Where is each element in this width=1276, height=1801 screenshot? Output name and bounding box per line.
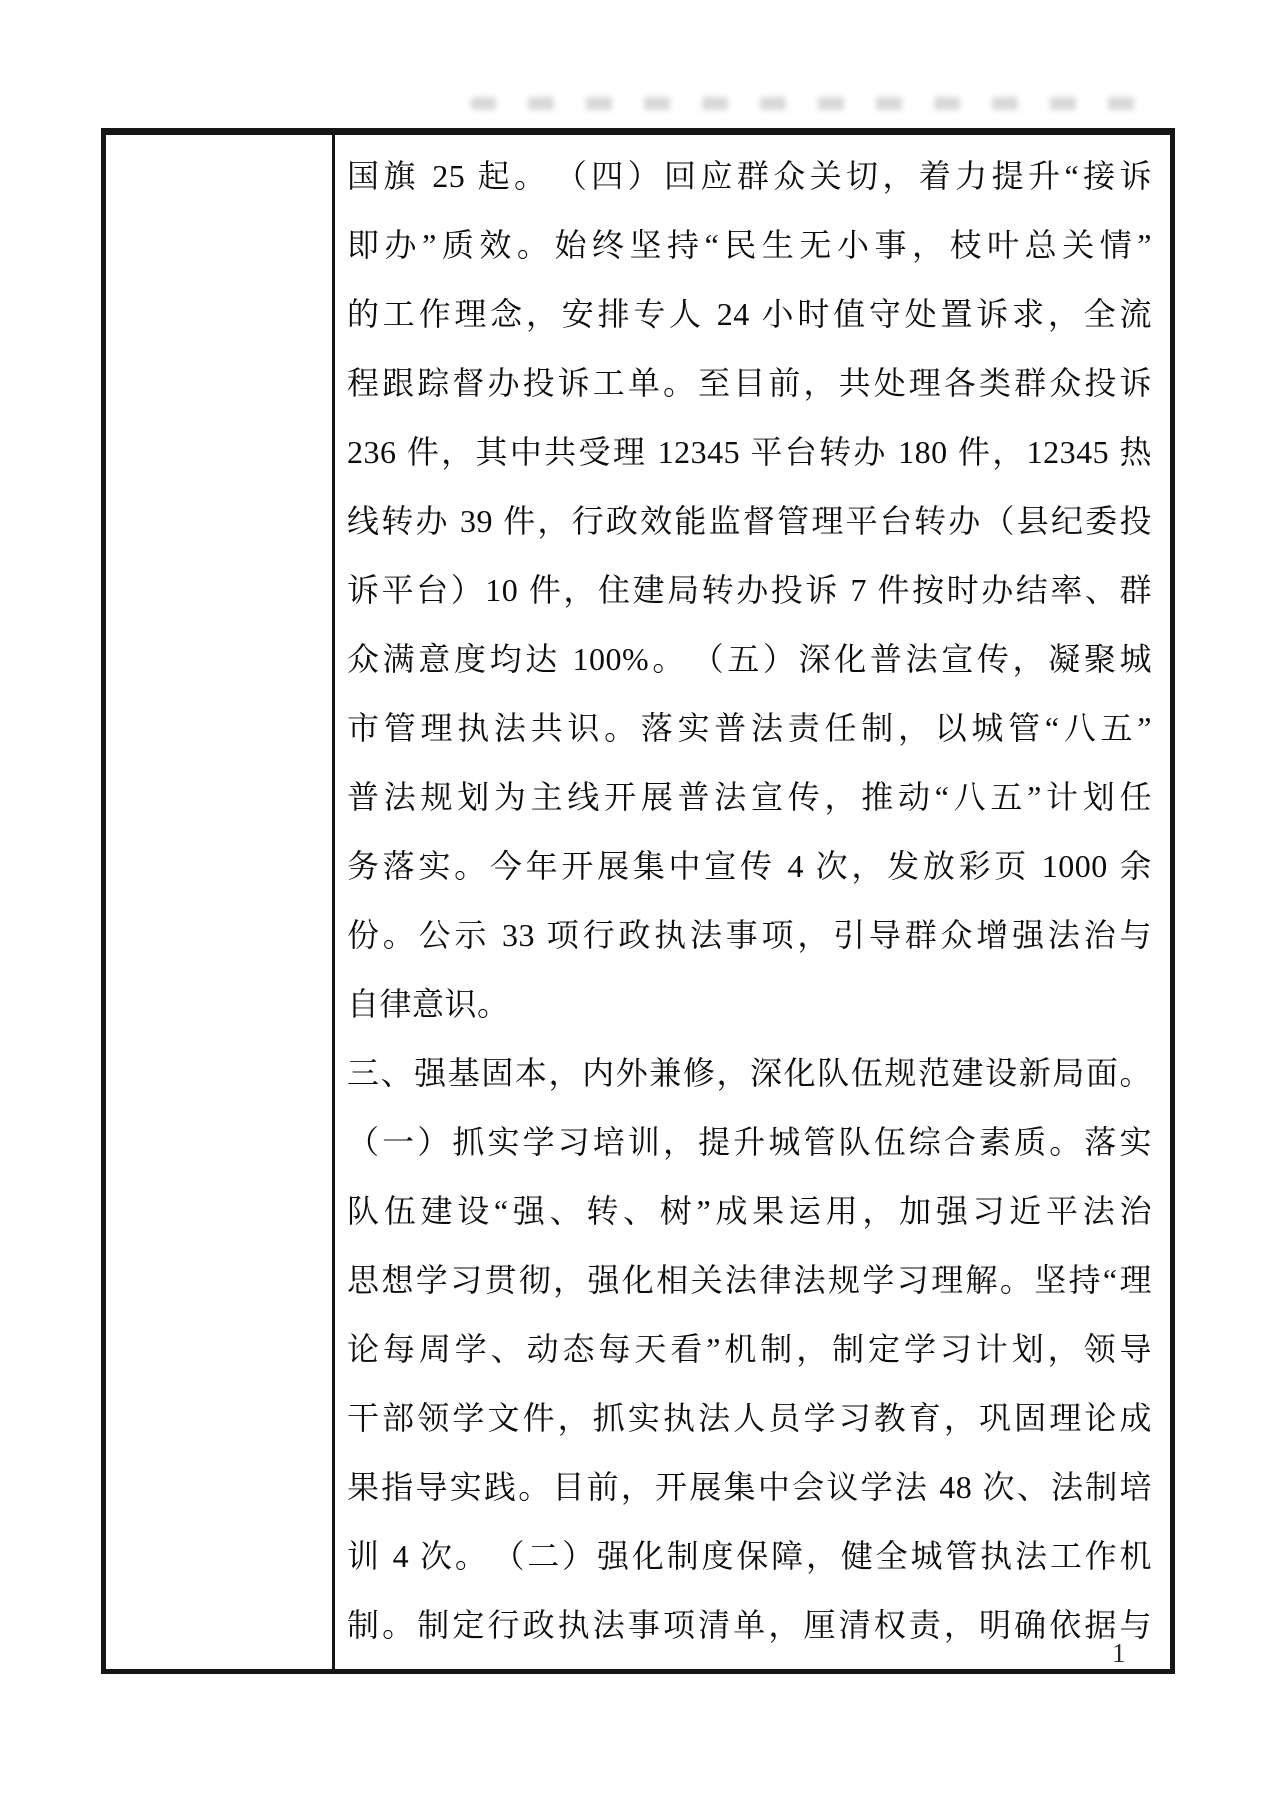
text-line: 236 件，其中共受理 12345 平台转办 180 件，12345 热 xyxy=(347,434,1152,470)
text-line: 制。制定行政执法事项清单，厘清权责，明确依据与 xyxy=(347,1607,1152,1643)
text-line: 普法规划为主线开展普法宣传，推动“八五”计划任 xyxy=(347,779,1152,815)
text-line: 众满意度均达 100%。 （五）深化普法宣传，凝聚城 xyxy=(347,641,1152,677)
report-table xyxy=(101,128,1175,1674)
text-line: 国旗 25 起。 （四）回应群众关切，着力提升“接诉 xyxy=(347,158,1152,194)
text-line: 的工作理念，安排专人 24 小时值守处置诉求，全流 xyxy=(347,296,1152,332)
text-line: 自律意识。 xyxy=(347,986,510,1022)
page-number-mark: 1 xyxy=(1112,1638,1126,1668)
text-line: 训 4 次。 （二）强化制度保障，健全城管执法工作机 xyxy=(347,1538,1152,1574)
text-line: 份。公示 33 项行政执法事项，引导群众增强法治与 xyxy=(347,917,1152,953)
table-content-cell xyxy=(335,135,1170,1669)
text-line: 论每周学、动态每天看”机制，制定学习计划，领导 xyxy=(347,1331,1152,1367)
text-line: 程跟踪督办投诉工单。至目前，共处理各类群众投诉 xyxy=(347,365,1152,401)
text-line: 三、强基固本，内外兼修，深化队伍规范建设新局面。 xyxy=(347,1055,1152,1091)
text-line: 果指导实践。目前，开展集中会议学法 48 次、法制培 xyxy=(347,1469,1152,1505)
text-line: 干部领学文件，抓实执法人员学习教育，巩固理论成 xyxy=(347,1400,1152,1436)
cell-text-lines xyxy=(347,142,1152,1660)
table-left-column xyxy=(106,135,335,1669)
text-line: 队伍建设“强、转、树”成果运用，加强习近平法治 xyxy=(347,1193,1152,1229)
text-line: 即办”质效。始终坚持“民生无小事，枝叶总关情” xyxy=(347,227,1152,263)
text-line: 思想学习贯彻，强化相关法律法规学习理解。坚持“理 xyxy=(347,1262,1152,1298)
text-line: （一）抓实学习培训，提升城管队伍综合素质。落实 xyxy=(347,1124,1152,1160)
text-line: 务落实。今年开展集中宣传 4 次，发放彩页 1000 余 xyxy=(347,848,1152,884)
text-line: 诉平台）10 件，住建局转办投诉 7 件按时办结率、群 xyxy=(347,572,1152,608)
text-line: 市管理执法共识。落实普法责任制，以城管“八五” xyxy=(347,710,1152,746)
text-line: 线转办 39 件，行政效能监督管理平台转办（县纪委投 xyxy=(347,503,1152,539)
scan-smudge-artifact xyxy=(470,97,1150,110)
